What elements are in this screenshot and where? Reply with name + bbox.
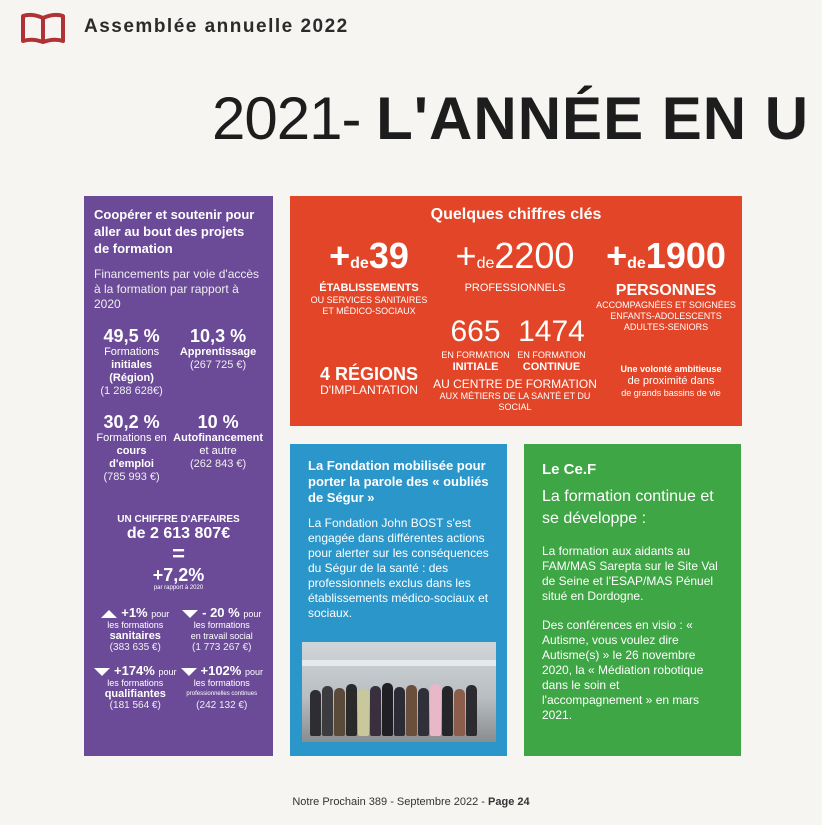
change-pour: pour <box>151 609 170 619</box>
professionals-value: 2200 <box>494 235 575 276</box>
financing-stat <box>94 412 169 484</box>
foundation-panel <box>290 444 507 756</box>
key-figures-title: Quelques chiffres clés <box>430 206 602 223</box>
change-amount: (181 564 €) <box>109 700 161 711</box>
stat-label-bold: Apprentissage <box>179 346 257 358</box>
persons-sub: ACCOMPAGNÉES ET SOIGNÉES ENFANTS-ADOLESCENTS ADULTES-SENIORS <box>596 300 736 332</box>
stat-label: et autre <box>199 445 237 457</box>
change-sub-2: en travail social <box>190 631 253 641</box>
ambition-sub: de grands bassins de vie <box>621 388 721 398</box>
establishments-label: ÉTABLISSEMENTS <box>319 282 419 294</box>
stat-label: Formations <box>104 346 160 358</box>
continuing-training-value: 1474 <box>518 315 585 348</box>
change-stat <box>181 663 264 711</box>
plus-sign: + <box>455 235 477 276</box>
stat-amount: (262 843 €) <box>189 458 247 470</box>
cef-heading-2: La formation continue et se développe : <box>542 488 714 527</box>
continuing-training-label: CONTINUE <box>522 361 581 373</box>
regions-stat <box>304 364 434 397</box>
open-book-icon <box>20 12 66 44</box>
change-amount: (1 773 267 €) <box>192 642 252 653</box>
cef-heading: Le Ce.F <box>542 461 597 478</box>
stat-percent: 10 % <box>197 412 239 432</box>
change-sub-bold: sanitaires <box>109 630 161 642</box>
change-sub: les formations <box>107 620 164 630</box>
stat-amount: (785 993 €) <box>103 471 160 483</box>
change-stats <box>94 605 263 721</box>
stat-label: Formations en <box>96 432 167 444</box>
initial-training-label: INITIALE <box>452 361 499 373</box>
title-year: 2021- <box>212 85 361 152</box>
training-center-stat <box>430 378 600 413</box>
establishments-value: 39 <box>368 235 409 276</box>
stat-percent: 10,3 % <box>190 326 247 346</box>
financing-stat <box>173 326 263 398</box>
arrow-up-icon <box>101 610 117 618</box>
establishments-stat <box>304 235 434 317</box>
change-sub-2: professionnelles continues <box>186 691 258 697</box>
continuing-training-stat <box>514 314 589 374</box>
plus-sign: + <box>606 235 628 276</box>
professionals-label: PROFESSIONNELS <box>464 282 566 294</box>
key-figures-panel <box>290 196 742 426</box>
regions-value: 4 RÉGIONS <box>319 364 419 384</box>
change-percent: - 20 % <box>202 605 240 620</box>
financing-stats <box>94 326 263 498</box>
change-stat <box>181 605 264 653</box>
arrow-down-icon <box>182 610 198 618</box>
change-sub: les formations <box>193 620 250 630</box>
ambition-stat <box>606 364 736 399</box>
change-sub-bold: qualifiantes <box>104 688 166 700</box>
change-sub: les formations <box>193 678 250 688</box>
training-center-line: AU CENTRE DE FORMATION <box>433 377 597 391</box>
initial-training-stat <box>438 314 513 374</box>
foundation-text: La Fondation John BOST s'est engagée dans différentes actions pour alerter sur les conséquences du Ségur de la santé : des professionnels exclus dans les établissements médico-sociaux et sociaux. <box>308 516 489 620</box>
persons-label: PERSONNES <box>615 282 717 299</box>
footer-text: Notre Prochain 389 - Septembre 2022 - <box>292 796 489 808</box>
change-amount: (383 635 €) <box>109 642 161 653</box>
financing-subheading: Financements par voie d'accès à la formation par rapport à 2020 <box>94 267 260 311</box>
financing-panel <box>84 196 273 756</box>
persons-stat <box>596 235 736 333</box>
stat-amount: (267 725 €) <box>189 359 247 371</box>
turnover-label: UN CHIFFRE D'AFFAIRES <box>117 514 240 525</box>
page-number: Page 24 <box>488 796 530 808</box>
ambition-line: de proximité dans <box>627 375 715 387</box>
page-title <box>212 84 809 154</box>
stat-label-bold: Autofinancement <box>173 432 263 444</box>
change-stat <box>94 605 177 653</box>
title-main: L'ANNÉE EN U <box>376 85 810 152</box>
financing-heading: Coopérer et soutenir pour aller au bout des projets de formation <box>94 207 255 256</box>
change-stat <box>94 663 177 711</box>
header-title: Assemblée annuelle 2022 <box>84 16 349 37</box>
turnover-equals: = <box>172 541 185 566</box>
regions-label: D'IMPLANTATION <box>320 383 418 397</box>
change-sub: les formations <box>107 678 164 688</box>
ambition-head: Une volonté ambitieuse <box>620 364 722 374</box>
cef-panel <box>524 444 741 756</box>
financing-stat <box>173 412 263 484</box>
cef-text-1: La formation aux aidants au FAM/MAS Sarepta sur le Site Val de Seine et l'ESAP/MAS Pénuel situé en Dordogne. <box>542 544 718 603</box>
professionals-stat <box>450 235 580 295</box>
change-pour: pour <box>158 667 177 677</box>
arrow-down-icon <box>94 668 110 676</box>
stat-percent: 49,5 % <box>103 326 160 346</box>
arrow-down-icon <box>181 668 197 676</box>
financing-stat <box>94 326 169 398</box>
change-pour: pour <box>243 609 262 619</box>
continuing-training-small: EN FORMATION <box>517 350 586 360</box>
change-pour: pour <box>244 667 263 677</box>
group-photo <box>302 642 496 742</box>
establishments-sub: OU SERVICES SANITAIRES ET MÉDICO-SOCIAUX <box>310 295 428 316</box>
change-percent: +1% <box>121 605 148 620</box>
change-percent: +102% <box>200 663 242 678</box>
stat-amount: (1 288 628€) <box>100 385 163 397</box>
persons-value: 1900 <box>645 235 726 276</box>
change-percent: +174% <box>114 663 155 678</box>
turnover-value: de 2 613 807€ <box>126 525 231 542</box>
stat-percent: 30,2 % <box>103 412 160 432</box>
turnover-percent: +7,2% <box>152 565 205 585</box>
change-amount: (242 132 €) <box>196 700 248 711</box>
foundation-heading: La Fondation mobilisée pour porter la parole des « oubliés de Ségur » <box>308 458 489 505</box>
stat-label-bold: initiales (Région) <box>109 359 154 384</box>
plus-sign: + <box>329 235 351 276</box>
de-label: de <box>476 255 495 272</box>
training-center-sub: AUX MÉTIERS DE LA SANTÉ ET DU SOCIAL <box>439 391 591 412</box>
stat-label-bold: cours d'emploi <box>109 445 154 470</box>
initial-training-value: 665 <box>450 315 501 348</box>
de-label: de <box>627 255 646 272</box>
turnover-note: par rapport à 2020 <box>153 585 204 591</box>
turnover-block <box>94 514 263 591</box>
cef-text-2: Des conférences en visio : « Autisme, vous voulez dire Autisme(s) » le 26 novembre 2020, la « Médiation robotique dans le soin et l'accompagnement » en mars 2021. <box>542 618 704 722</box>
de-label: de <box>350 255 369 272</box>
initial-training-small: EN FORMATION <box>441 350 510 360</box>
page-footer <box>0 796 822 808</box>
